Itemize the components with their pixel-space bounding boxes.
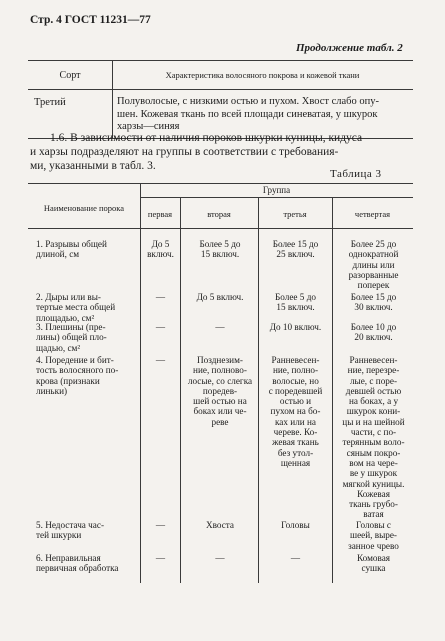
table3-row-1-g1	[141, 239, 180, 260]
table3-row-3-g2	[182, 322, 258, 332]
table2-description	[117, 96, 379, 134]
cell-line: —	[155, 520, 166, 530]
table3-row-6-g2	[182, 553, 258, 563]
cell-line: цы и на шейной	[342, 416, 405, 427]
table3-row-4-g2	[182, 355, 258, 427]
cell-line: 15 включ.	[200, 249, 240, 260]
cell-line: щенная	[280, 457, 311, 468]
cell-line: без утол-	[277, 447, 314, 458]
table3-top-rule	[28, 183, 413, 184]
table3-row-2-g1	[141, 292, 180, 302]
cell-line: включ.	[147, 249, 174, 260]
table3-row-6-g3	[259, 553, 332, 563]
cell-line: тертые места общей	[36, 302, 116, 313]
cell-line: 6. Неправильная	[36, 553, 101, 563]
table3-row-6-g1	[141, 553, 180, 563]
table3-header-group-4: четвертая	[354, 209, 391, 219]
cell-line: ние, перезре-	[347, 365, 400, 376]
table3-row-3-name	[36, 322, 138, 353]
cell-line: Более 15 до	[272, 239, 319, 249]
cell-line: шеей, выре-	[350, 530, 397, 541]
cell-line: ткань грубо-	[349, 499, 398, 510]
cell-line: —	[155, 553, 166, 563]
cell-line: волосые, но	[272, 375, 319, 386]
cell-line: Кожевая	[357, 488, 390, 499]
cell-line: части, с по-	[350, 427, 397, 438]
cell-line: первичная обработка	[36, 563, 119, 574]
table3-row-4-g4	[334, 355, 413, 520]
table3-row-2-g2	[182, 292, 258, 302]
cell-line: —	[290, 553, 301, 563]
cell-line: 20 включ.	[354, 332, 393, 343]
cell-line: на боках, а у	[348, 396, 399, 407]
cell-line: линьки)	[36, 385, 68, 396]
cell-line: шкурок кони-	[346, 406, 401, 417]
cell-line: ние, полно-	[272, 365, 319, 376]
table2-header-sort: Сорт	[59, 70, 81, 81]
table3-row-2-name	[36, 292, 138, 323]
cell-line: —	[215, 553, 225, 563]
paragraph-line: ми, указанными в табл. 3.	[30, 160, 156, 172]
table3-row-3-g1	[141, 322, 180, 332]
cell-line: Комовая	[356, 553, 391, 563]
cell-line: Ранневесен-	[271, 355, 320, 365]
cell-line: девшей остью	[345, 385, 402, 396]
cell-line: тость волосяного по-	[36, 365, 119, 376]
table3-header-group-2: вторая	[207, 209, 231, 219]
cell-line: мягкой куницы.	[342, 478, 405, 489]
table3-row-1-name	[36, 239, 138, 260]
table3-row-3-g3	[259, 322, 332, 332]
table3-divider-2	[180, 197, 181, 583]
cell-line: —	[155, 322, 166, 332]
table3-row-1-g4	[334, 239, 413, 290]
table3-row-1-g3	[259, 239, 332, 260]
cell-line: площадью, см²	[36, 312, 95, 323]
cell-line: 1. Разрывы общей	[36, 239, 107, 249]
cell-line: разорванные	[348, 269, 399, 280]
cell-line: поперек	[357, 280, 390, 291]
paragraph-1-6	[30, 131, 362, 173]
cell-line: Более 15 до	[350, 292, 397, 302]
table3-row-5-g4	[334, 520, 413, 551]
description-line: харзы—синяя	[117, 121, 180, 132]
table2-top-rule	[28, 60, 413, 61]
table3-row-1-g2	[182, 239, 258, 260]
cell-line: Хвоста	[205, 520, 235, 530]
cell-line: —	[155, 355, 166, 365]
cell-line: остью и	[279, 396, 312, 407]
cell-line: 25 включ.	[276, 249, 315, 260]
table2-header-characteristics: Характеристика волосяного покрова и кожевой ткани	[165, 70, 360, 80]
description-line: шен. Кожевая ткань по всей площади синеватая, у шкурок	[117, 108, 378, 120]
table3-row-2-g4	[334, 292, 413, 313]
cell-line: жевая ткань	[272, 437, 319, 448]
cell-line: сяным покро-	[346, 447, 401, 458]
page-reference: Стр. 4 ГОСТ 11231—77	[30, 14, 151, 26]
cell-line: с поредевшей	[268, 385, 323, 396]
table3-header-rule	[28, 228, 413, 229]
cell-line: ние, полново-	[193, 365, 247, 376]
cell-line: череве. Ко-	[273, 427, 318, 438]
cell-line: Более 5 до	[275, 292, 316, 302]
cell-line: Ранневесен-	[349, 355, 398, 365]
cell-line: терянным воло-	[342, 437, 405, 448]
cell-line: ватая	[363, 509, 384, 520]
table3-divider-4	[332, 197, 333, 583]
cell-line: лые, с поре-	[349, 375, 398, 386]
cell-line: До 10 включ.	[269, 322, 322, 332]
cell-line: 3. Плешины (пре-	[36, 322, 106, 332]
cell-line: 15 включ.	[276, 302, 315, 313]
table3-row-4-name	[36, 355, 138, 396]
cell-line: реве	[211, 416, 229, 427]
paragraph-line: 1.6. В зависимости от наличия пороков шкурки куницы, кидуса	[50, 132, 363, 144]
table3-row-4-g3	[259, 355, 332, 468]
table3-caption: Таблица 3	[330, 168, 382, 180]
cell-line: занное чрево	[348, 540, 399, 551]
table3-header-group: Группа	[262, 185, 291, 195]
table3-row-5-g2	[182, 520, 258, 530]
cell-line: Более 5 до	[199, 239, 241, 249]
table3-row-3-g4	[334, 322, 413, 343]
table-continuation-label: Продолжение табл. 2	[296, 42, 403, 54]
cell-line: ве у шкурок	[349, 468, 398, 479]
cell-line: пухом на бо-	[270, 406, 321, 417]
cell-line: Позднезим-	[197, 355, 243, 365]
cell-line: длиной, см	[36, 249, 80, 260]
description-line: Полуволосые, с низкими остью и пухом. Хвост слабо опу-	[117, 96, 380, 107]
cell-line: Более 25 до	[350, 239, 397, 249]
cell-line: длины или	[352, 259, 395, 270]
cell-line: Более 10 до	[350, 322, 397, 332]
cell-line: До 5	[151, 239, 170, 249]
table2-sort-value: Третий	[34, 97, 66, 108]
cell-line: 30 включ.	[354, 302, 393, 313]
table3-row-6-name	[36, 553, 138, 574]
table3-row-5-name	[36, 520, 138, 541]
cell-line: сушка	[361, 563, 386, 574]
cell-line: поредев-	[202, 385, 238, 396]
cell-line: крова (признаки	[36, 375, 100, 386]
paragraph-line: и харзы подразделяют на группы в соответствии с требования-	[30, 146, 339, 158]
cell-line: —	[155, 292, 166, 302]
cell-line: 2. Дыры или вы-	[36, 292, 101, 302]
table2-header-rule	[28, 89, 413, 90]
cell-line: —	[215, 322, 225, 332]
cell-line: шей остью на	[193, 396, 247, 407]
table3-row-2-g3	[259, 292, 332, 313]
cell-line: 4. Поредение и бит-	[36, 355, 114, 365]
cell-line: лосые, со слегка	[187, 375, 253, 386]
table3-header-defect-name: Наименование порока	[43, 203, 125, 213]
table3-row-4-g1	[141, 355, 180, 365]
table3-header-group-1: первая	[147, 209, 173, 219]
cell-line: До 5 включ.	[196, 292, 244, 302]
cell-line: однократной	[348, 249, 399, 260]
cell-line: тей шкурки	[36, 530, 82, 541]
table3-header-group-3: третья	[283, 209, 307, 219]
cell-line: Головы	[281, 520, 310, 530]
table3-row-6-g4	[334, 553, 413, 574]
cell-line: 5. Недостача час-	[36, 520, 105, 530]
table3-row-5-g3	[259, 520, 332, 530]
cell-line: ках или на	[274, 416, 316, 427]
cell-line: вом на чере-	[349, 457, 398, 468]
table3-row-5-g1	[141, 520, 180, 530]
cell-line: Головы с	[355, 520, 392, 530]
cell-line: лины) общей пло-	[36, 332, 107, 343]
cell-line: щадью, см²	[36, 342, 81, 353]
cell-line: боках или че-	[193, 406, 247, 417]
